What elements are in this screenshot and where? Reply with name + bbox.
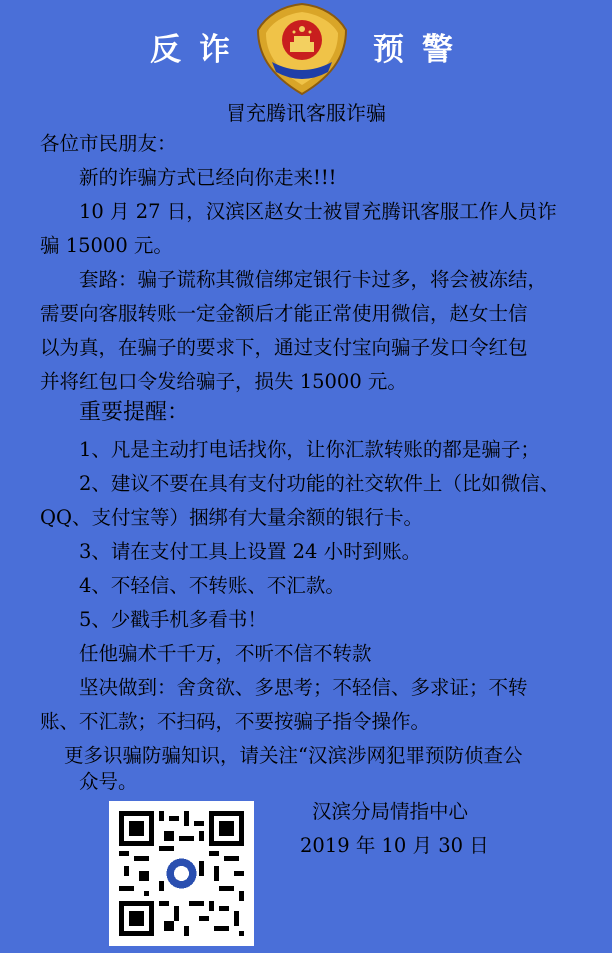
trick-text-line-1: 套路：骗子谎称其微信绑定银行卡过多，将会被冻结，	[79, 268, 548, 291]
police-emblem-icon	[250, 0, 354, 100]
header-right-title: 预警	[373, 32, 471, 68]
tips-heading: 重要提醒：	[79, 400, 190, 425]
header-left-title: 反诈	[150, 32, 248, 68]
trick-text-line-2: 需要向客服转账一定金额后才能正常使用微信，赵女士信	[40, 302, 528, 325]
qr-code-icon[interactable]	[109, 801, 254, 946]
follow-line-1: 更多识骗防骗知识，请关注“汉滨涉网犯罪预防侦查公	[64, 744, 523, 767]
resolve-line-1: 坚决做到：舍贪欲、多思考；不轻信、多求证；不转	[79, 676, 528, 699]
subtitle: 冒充腾讯客服诈骗	[226, 101, 386, 125]
greeting: 各位市民朋友：	[40, 132, 177, 155]
trick-text-line-4: 并将红包口令发给骗子，损失 15000 元。	[40, 370, 407, 393]
resolve-line-2: 账、不汇款；不扫码，不要按骗子指令操作。	[40, 710, 431, 733]
tip-4: 4、不轻信、不转账、不汇款。	[79, 574, 345, 597]
trick-text-line-3: 以为真，在骗子的要求下，通过支付宝向骗子发口令红包	[40, 336, 528, 359]
slogan: 任他骗术千千万，不听不信不转款	[79, 642, 372, 665]
tip-2-line-2: QQ、支付宝等）捆绑有大量余额的银行卡。	[40, 506, 423, 529]
tip-5: 5、少戳手机多看书！	[79, 608, 267, 631]
tip-3: 3、请在支付工具上设置 24 小时到账。	[79, 540, 422, 563]
issue-date: 2019 年 10 月 30 日	[300, 834, 489, 857]
tip-2-line-1: 2、建议不要在具有支付功能的社交软件上（比如微信、	[79, 472, 560, 495]
tip-1: 1、凡是主动打电话找你，让你汇款转账的都是骗子；	[79, 438, 540, 461]
issuer-name: 汉滨分局情指中心	[312, 800, 469, 823]
follow-line-2: 众号。	[79, 770, 138, 793]
case-text-line-1: 10 月 27 日，汉滨区赵女士被冒充腾讯客服工作人员诈	[79, 200, 557, 223]
intro: 新的诈骗方式已经向你走来!!!	[79, 166, 337, 189]
case-text-line-2: 骗 15000 元。	[40, 234, 173, 257]
